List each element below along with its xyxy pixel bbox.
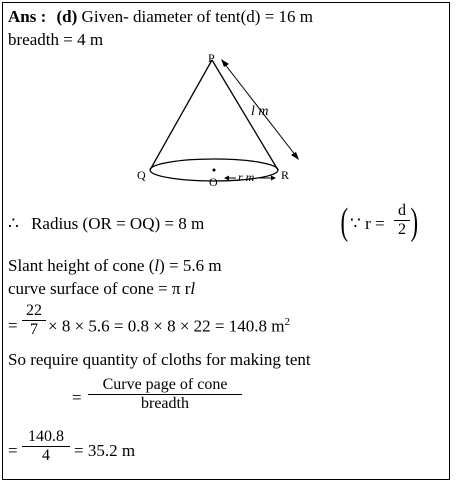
given-text: Given- diameter of tent(d) = 16 m bbox=[81, 7, 314, 26]
left-paren: ( bbox=[340, 201, 349, 243]
slant-var: l bbox=[154, 256, 160, 275]
req-formula bbox=[72, 376, 272, 420]
calc-rest bbox=[48, 316, 290, 337]
radius-arrowhead-right bbox=[271, 176, 276, 181]
calc-frac-num: 22 bbox=[26, 302, 42, 319]
right-paren: ) bbox=[410, 201, 419, 243]
given-line bbox=[8, 7, 313, 27]
final-frac-den: 4 bbox=[42, 447, 50, 464]
req-frac-num: Curve page of cone bbox=[102, 376, 228, 393]
final-frac-num: 140.8 bbox=[28, 428, 64, 445]
slant-arrowhead-bottom bbox=[291, 152, 299, 160]
slant-line bbox=[8, 256, 222, 276]
slant-text-pre: Slant height of cone ( bbox=[8, 256, 155, 275]
final-eq: = bbox=[8, 441, 18, 460]
requirement-line: So require quantity of cloths for making tent bbox=[8, 350, 311, 369]
slant-text-post: ) = 5.6 m bbox=[159, 256, 222, 275]
right-label: R bbox=[281, 168, 290, 182]
slant-label: l m bbox=[251, 104, 269, 119]
slant-arrowhead-top bbox=[221, 59, 229, 67]
calc-rest-text: × 8 × 5.6 = 0.8 × 8 × 22 = 140.8 m bbox=[48, 316, 285, 336]
center-dot bbox=[213, 169, 216, 172]
breadth-line: breadth = 4 m bbox=[8, 30, 104, 49]
option-label: (d) bbox=[56, 7, 78, 26]
final-fraction bbox=[22, 428, 70, 465]
radius-arrowhead-left bbox=[224, 176, 229, 181]
radius-line bbox=[8, 214, 204, 234]
csa-text: curve surface of cone = π r bbox=[8, 279, 191, 298]
final-rest: = 35.2 m bbox=[74, 441, 136, 460]
d-over-2-num: d bbox=[398, 202, 406, 219]
calc-eq: = bbox=[8, 316, 18, 335]
radius-label: r m bbox=[238, 170, 255, 184]
calc-sup: 2 bbox=[284, 316, 290, 328]
final-line bbox=[8, 428, 308, 472]
left-label: Q bbox=[137, 168, 146, 182]
calc-fraction bbox=[22, 302, 46, 339]
calc-line bbox=[8, 302, 448, 346]
req-frac-den: breadth bbox=[141, 395, 189, 412]
apex-label: P bbox=[208, 51, 215, 65]
calc-frac-den: 7 bbox=[30, 321, 38, 338]
csa-var: l bbox=[190, 279, 196, 298]
csa-line bbox=[8, 279, 195, 299]
radius-text: Radius (OR = OQ) = 8 m bbox=[31, 214, 205, 233]
therefore-symbol: ∴ bbox=[8, 214, 19, 233]
because-text: ∵ r = bbox=[350, 214, 385, 233]
d-over-2-den: 2 bbox=[398, 221, 406, 238]
req-eq: = bbox=[72, 388, 82, 407]
req-fraction bbox=[88, 376, 242, 413]
answer-label: Ans : bbox=[8, 7, 47, 26]
cone-figure bbox=[130, 50, 320, 190]
d-over-2 bbox=[394, 202, 410, 239]
center-label: O bbox=[209, 175, 218, 189]
cone-left-side bbox=[150, 60, 212, 170]
